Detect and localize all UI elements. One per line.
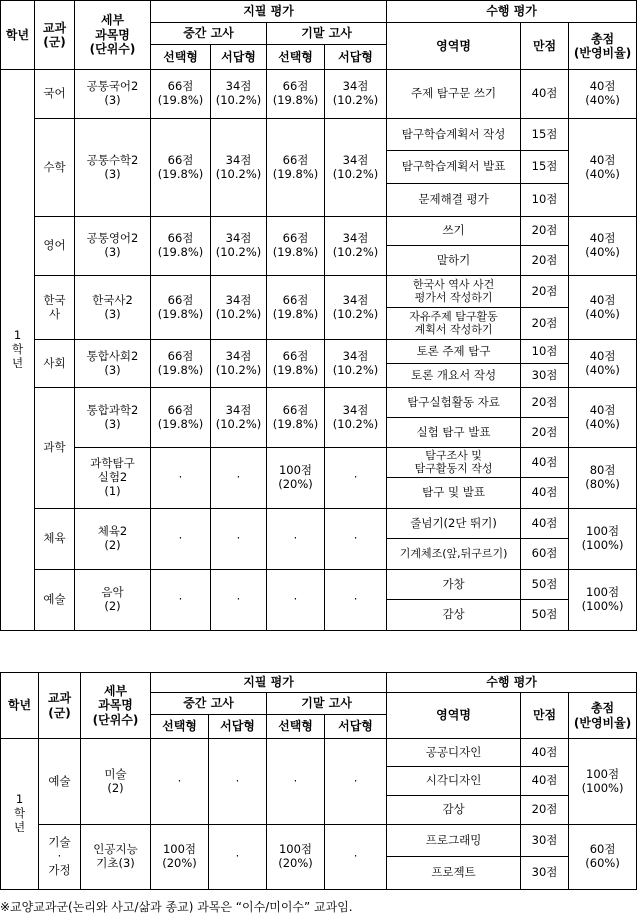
header-domain: 영역명	[387, 693, 521, 739]
dot-cell: ·	[325, 739, 387, 825]
science-mid-select: 66점 (19.8%)	[151, 388, 211, 448]
area-social: 사회	[35, 340, 75, 388]
perf-name: 주제 탐구문 쓰기	[387, 70, 521, 119]
dot-cell: ·	[211, 570, 267, 631]
perf-name: 탐구학습계획서 작성	[387, 119, 521, 151]
perf-score: 20점	[521, 276, 569, 308]
subject-history: 한국사2 (3)	[75, 276, 151, 340]
perf-name: 가창	[387, 570, 521, 600]
grade-cell: 1 학 년	[1, 739, 39, 890]
header-mid-select: 선택형	[151, 45, 211, 70]
subject-korean: 공통국어2 (3)	[75, 70, 151, 119]
header-fin-essay: 서답형	[325, 45, 387, 70]
english-mid-essay: 34점 (10.2%)	[211, 217, 267, 276]
header-mid-essay: 서답형	[209, 715, 267, 739]
perf-name: 프로젝트	[387, 857, 521, 890]
area-science: 과학	[35, 388, 75, 509]
perf-name: 쓰기	[387, 217, 521, 246]
total-tech: 60점 (60%)	[569, 825, 637, 890]
total-art: 100점 (100%)	[569, 739, 637, 825]
total-english: 40점 (40%)	[569, 217, 637, 276]
perf-name: 토론 개요서 작성	[387, 364, 521, 388]
area-korean: 국어	[35, 70, 75, 119]
header-fin-essay: 서답형	[325, 715, 387, 739]
perf-name: 탐구실험활동 자료	[387, 388, 521, 418]
grade-cell: 1 학 년	[1, 70, 35, 631]
area-history: 한국 사	[35, 276, 75, 340]
header-performance: 수행 평가	[387, 673, 637, 693]
dot-cell: ·	[267, 570, 325, 631]
perf-name: 감상	[387, 600, 521, 631]
perf-score: 60점	[521, 539, 569, 570]
math-fin-essay: 34점 (10.2%)	[325, 119, 387, 217]
header-written: 지필 평가	[151, 673, 387, 693]
perf-score: 30점	[521, 825, 569, 857]
area-math: 수학	[35, 119, 75, 217]
dot-cell: ·	[325, 570, 387, 631]
perf-score: 30점	[521, 364, 569, 388]
history-fin-select: 66점 (19.8%)	[267, 276, 325, 340]
perf-score: 30점	[521, 857, 569, 890]
subject-math: 공통수학2 (3)	[75, 119, 151, 217]
header-final: 기말 고사	[267, 693, 387, 715]
header-subject: 세부 과목명 (단위수)	[75, 1, 151, 70]
header-grade: 학년	[1, 1, 35, 70]
subject-science: 통합과학2 (3)	[75, 388, 151, 448]
perf-score: 20점	[521, 308, 569, 340]
social-fin-essay: 34점 (10.2%)	[325, 340, 387, 388]
subject-social: 통합사회2 (3)	[75, 340, 151, 388]
subject-music: 음악 (2)	[75, 570, 151, 631]
perf-name: 시각디자인	[387, 767, 521, 796]
header-total: 총점 (반영비율)	[569, 23, 637, 70]
english-fin-essay: 34점 (10.2%)	[325, 217, 387, 276]
perf-score: 40점	[521, 509, 569, 539]
korean-mid-essay: 34점 (10.2%)	[211, 70, 267, 119]
area-art: 예술	[39, 739, 81, 825]
perf-score: 20점	[521, 796, 569, 825]
header-grade: 학년	[1, 673, 39, 739]
area-art: 예술	[35, 570, 75, 631]
header-max: 만점	[521, 693, 569, 739]
total-korean: 40점 (40%)	[569, 70, 637, 119]
subject-pe: 체육2 (2)	[75, 509, 151, 570]
header-area: 교과 (군)	[39, 673, 81, 739]
header-midterm: 중간 고사	[151, 693, 267, 715]
social-mid-select: 66점 (19.8%)	[151, 340, 211, 388]
header-area: 교과 (군)	[35, 1, 75, 70]
perf-name: 공공디자인	[387, 739, 521, 767]
math-mid-select: 66점 (19.8%)	[151, 119, 211, 217]
header-max: 만점	[521, 23, 569, 70]
perf-score: 50점	[521, 600, 569, 631]
science-fin-essay: 34점 (10.2%)	[325, 388, 387, 448]
perf-name: 탐구 및 발표	[387, 478, 521, 509]
total-music: 100점 (100%)	[569, 570, 637, 631]
science-mid-essay: 34점 (10.2%)	[211, 388, 267, 448]
total-pe: 100점 (100%)	[569, 509, 637, 570]
perf-score: 20점	[521, 388, 569, 418]
header-performance: 수행 평가	[387, 1, 637, 23]
footnote: ※교양교과군(논리와 사고/삶과 종교) 과목은 “이수/미이수” 교과임.	[0, 900, 353, 914]
total-math: 40점 (40%)	[569, 119, 637, 217]
perf-name: 줄넘기(2단 뛰기)	[387, 509, 521, 539]
history-mid-select: 66점 (19.8%)	[151, 276, 211, 340]
korean-fin-select: 66점 (19.8%)	[267, 70, 325, 119]
subject-art: 미술 (2)	[81, 739, 151, 825]
history-mid-essay: 34점 (10.2%)	[211, 276, 267, 340]
dot-cell: ·	[209, 825, 267, 890]
area-pe: 체육	[35, 509, 75, 570]
subject-science-lab: 과학탐구 실험2 (1)	[75, 448, 151, 509]
perf-score: 40점	[521, 767, 569, 796]
area-tech-home: 기술 · 가정	[39, 825, 81, 890]
perf-name: 자유주제 탐구활동 계획서 작성하기	[387, 308, 521, 340]
total-science-lab: 80점 (80%)	[569, 448, 637, 509]
korean-fin-essay: 34점 (10.2%)	[325, 70, 387, 119]
dot-cell: ·	[325, 825, 387, 890]
area-english: 영어	[35, 217, 75, 276]
perf-score: 50점	[521, 570, 569, 600]
perf-score: 20점	[521, 246, 569, 276]
dot-cell: ·	[151, 739, 209, 825]
perf-name: 탐구학습계획서 발표	[387, 151, 521, 184]
subject-ai-basics: 인공지능 기초(3)	[81, 825, 151, 890]
perf-name: 토론 주제 탐구	[387, 340, 521, 364]
perf-name: 감상	[387, 796, 521, 825]
english-mid-select: 66점 (19.8%)	[151, 217, 211, 276]
social-fin-select: 66점 (19.8%)	[267, 340, 325, 388]
header-mid-essay: 서답형	[211, 45, 267, 70]
dot-cell: ·	[325, 509, 387, 570]
social-mid-essay: 34점 (10.2%)	[211, 340, 267, 388]
perf-score: 15점	[521, 151, 569, 184]
header-fin-select: 선택형	[267, 715, 325, 739]
header-written: 지필 평가	[151, 1, 387, 23]
perf-name: 탐구조사 및 탐구활동지 작성	[387, 448, 521, 478]
math-fin-select: 66점 (19.8%)	[267, 119, 325, 217]
total-science: 40점 (40%)	[569, 388, 637, 448]
header-final: 기말 고사	[267, 23, 387, 45]
perf-score: 20점	[521, 217, 569, 246]
math-mid-essay: 34점 (10.2%)	[211, 119, 267, 217]
tech-fin-select: 100점 (20%)	[267, 825, 325, 890]
dot-cell: ·	[267, 509, 325, 570]
korean-mid-select: 66점 (19.8%)	[151, 70, 211, 119]
total-social: 40점 (40%)	[569, 340, 637, 388]
science-lab-fin-select: 100점 (20%)	[267, 448, 325, 509]
perf-name: 실험 탐구 발표	[387, 418, 521, 448]
dot-cell: ·	[151, 570, 211, 631]
subject-english: 공통영어2 (3)	[75, 217, 151, 276]
perf-score: 40점	[521, 70, 569, 119]
assessment-table-2	[0, 672, 637, 890]
perf-name: 문제해결 평가	[387, 184, 521, 217]
dot-cell: ·	[209, 739, 267, 825]
perf-score: 40점	[521, 478, 569, 509]
dot-cell: ·	[325, 448, 387, 509]
header-domain: 영역명	[387, 23, 521, 70]
perf-score: 40점	[521, 448, 569, 478]
tech-mid-select: 100점 (20%)	[151, 825, 209, 890]
perf-name: 한국사 역사 사건 평가서 작성하기	[387, 276, 521, 308]
perf-name: 프로그래밍	[387, 825, 521, 857]
total-history: 40점 (40%)	[569, 276, 637, 340]
perf-score: 20점	[521, 418, 569, 448]
header-subject: 세부 과목명 (단위수)	[81, 673, 151, 739]
header-mid-select: 선택형	[151, 715, 209, 739]
dot-cell: ·	[151, 448, 211, 509]
header-fin-select: 선택형	[267, 45, 325, 70]
perf-name: 기계체조(앞,뒤구르기)	[387, 539, 521, 570]
perf-score: 15점	[521, 119, 569, 151]
perf-score: 40점	[521, 739, 569, 767]
header-midterm: 중간 고사	[151, 23, 267, 45]
perf-score: 10점	[521, 340, 569, 364]
english-fin-select: 66점 (19.8%)	[267, 217, 325, 276]
perf-score: 10점	[521, 184, 569, 217]
history-fin-essay: 34점 (10.2%)	[325, 276, 387, 340]
dot-cell: ·	[151, 509, 211, 570]
dot-cell: ·	[211, 509, 267, 570]
dot-cell: ·	[267, 739, 325, 825]
dot-cell: ·	[211, 448, 267, 509]
header-total: 총점 (반영비율)	[569, 693, 637, 739]
perf-name: 말하기	[387, 246, 521, 276]
science-fin-select: 66점 (19.8%)	[267, 388, 325, 448]
